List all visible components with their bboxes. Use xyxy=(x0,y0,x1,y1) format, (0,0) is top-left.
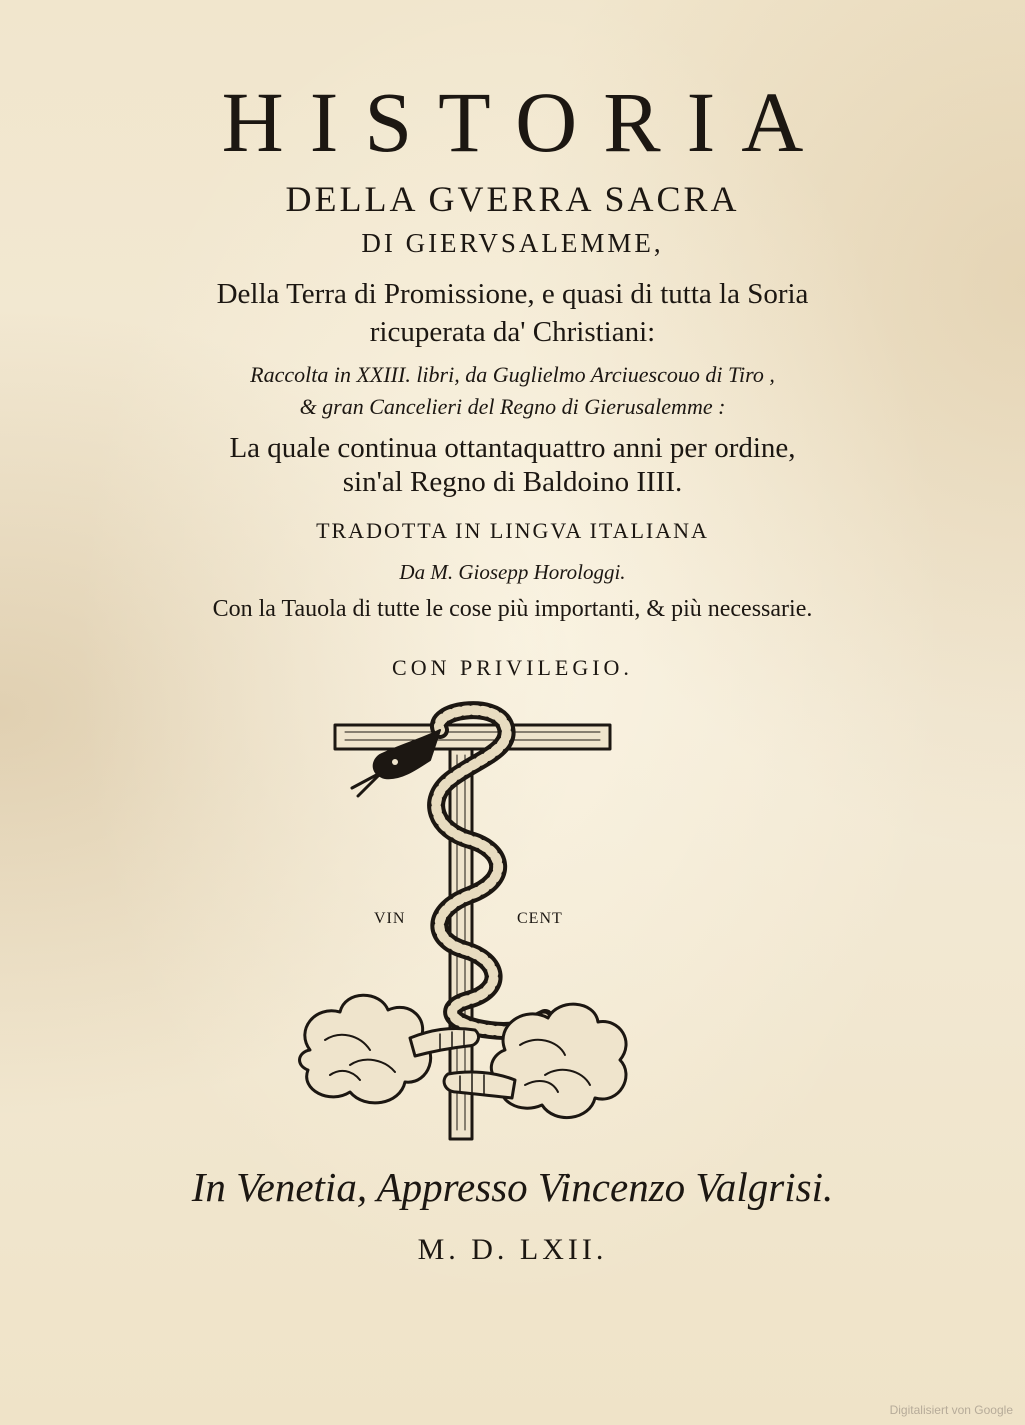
index-line: Con la Tauola di tutte le cose più importanti, & più necessarie. xyxy=(212,596,813,622)
authorship-line-2: & gran Cancelieri del Regno di Gierusalemme : xyxy=(299,394,726,419)
device-motto-left: VIN xyxy=(374,910,406,927)
printer-device-illustration xyxy=(290,700,630,1150)
translator-line: Da M. Giosepp Horologgi. xyxy=(399,560,626,584)
subtitle-line-2: DI GIERVSALEMME, xyxy=(361,228,664,258)
digitization-watermark: Digitalisiert von Google xyxy=(889,1403,1013,1417)
authorship-line-1: Raccolta in XXIII. libri, da Guglielmo Arciuescouo di Tiro , xyxy=(250,362,775,387)
description-line-2: ricuperata da' Christiani: xyxy=(369,316,656,348)
book-title: HISTORIA xyxy=(221,74,830,170)
translation-line: TRADOTTA IN LINGVA ITALIANA xyxy=(316,518,709,543)
scope-line-1: La quale continua ottantaquattro anni per ordine, xyxy=(229,432,796,464)
scope-line-2: sin'al Regno di Baldoino IIII. xyxy=(342,466,683,498)
subtitle-line-1: DELLA GVERRA SACRA xyxy=(285,179,740,219)
device-motto-right: CENT xyxy=(517,910,563,927)
publication-year: M. D. LXII. xyxy=(417,1233,608,1266)
description-line-1: Della Terra di Promissione, e quasi di tutta la Soria xyxy=(216,278,809,310)
privilege-line: CON PRIVILEGIO. xyxy=(392,655,633,680)
imprint-line: In Venetia, Appresso Vincenzo Valgrisi. xyxy=(191,1164,834,1210)
